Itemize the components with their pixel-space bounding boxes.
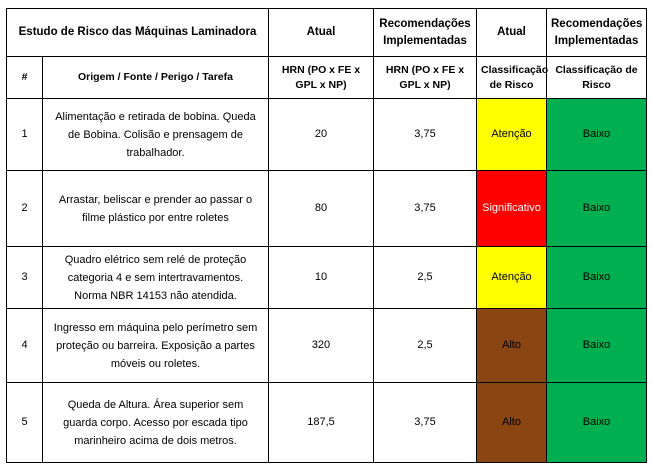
row-hrn-atual: 320 xyxy=(269,309,374,383)
risk-badge-atual: Alto xyxy=(477,383,547,463)
row-number: 1 xyxy=(7,99,43,171)
risk-table xyxy=(6,8,647,463)
row-description: Ingresso em máquina pelo perímetro sem proteção ou barreira. Exposição a partes móveis ou roletes. xyxy=(43,309,269,383)
row-description: Arrastar, beliscar e prender ao passar o filme plástico por entre roletes xyxy=(43,171,269,247)
risk-study-document xyxy=(6,8,646,463)
subheader-row xyxy=(7,57,647,99)
header-recomendacoes-class: Recomendações Implementadas xyxy=(547,9,647,57)
table-row xyxy=(7,383,647,463)
row-number: 4 xyxy=(7,309,43,383)
table-row xyxy=(7,171,647,247)
row-hrn-rec: 2,5 xyxy=(374,247,477,309)
row-hrn-rec: 3,75 xyxy=(374,171,477,247)
table-row xyxy=(7,247,647,309)
row-hrn-rec: 3,75 xyxy=(374,383,477,463)
row-description: Alimentação e retirada de bobina. Queda de Bobina. Colisão e prensagem de trabalhador. xyxy=(43,99,269,171)
risk-badge-rec: Baixo xyxy=(547,309,647,383)
row-hrn-rec: 3,75 xyxy=(374,99,477,171)
row-hrn-atual: 187,5 xyxy=(269,383,374,463)
row-number: 3 xyxy=(7,247,43,309)
risk-badge-atual: Atenção xyxy=(477,247,547,309)
header-atual: Atual xyxy=(269,9,374,57)
subheader-hrn-rec: HRN (PO x FE x GPL x NP) xyxy=(374,57,477,99)
subheader-origem: Origem / Fonte / Perigo / Tarefa xyxy=(43,57,269,99)
row-hrn-atual: 80 xyxy=(269,171,374,247)
risk-badge-atual: Atenção xyxy=(477,99,547,171)
subheader-class-rec: Classificação de Risco xyxy=(547,57,647,99)
table-row xyxy=(7,99,647,171)
subheader-num: # xyxy=(7,57,43,99)
risk-badge-atual: Alto xyxy=(477,309,547,383)
row-number: 2 xyxy=(7,171,43,247)
risk-badge-atual: Significativo xyxy=(477,171,547,247)
header-recomendacoes: Recomendações Implementadas xyxy=(374,9,477,57)
header-row xyxy=(7,9,647,57)
subheader-hrn-atual: HRN (PO x FE x GPL x NP) xyxy=(269,57,374,99)
row-hrn-atual: 20 xyxy=(269,99,374,171)
risk-badge-rec: Baixo xyxy=(547,247,647,309)
table-title: Estudo de Risco das Máquinas Laminadora xyxy=(7,9,269,57)
row-hrn-atual: 10 xyxy=(269,247,374,309)
header-atual-class: Atual xyxy=(477,9,547,57)
row-description: Quadro elétrico sem relé de proteção categoria 4 e sem intertravamentos. Norma NBR 14153 não atendida. xyxy=(43,247,269,309)
risk-badge-rec: Baixo xyxy=(547,99,647,171)
row-description: Queda de Altura. Área superior sem guarda corpo. Acesso por escada tipo marinheiro acima de dois metros. xyxy=(43,383,269,463)
risk-badge-rec: Baixo xyxy=(547,171,647,247)
table-row xyxy=(7,309,647,383)
row-hrn-rec: 2,5 xyxy=(374,309,477,383)
risk-badge-rec: Baixo xyxy=(547,383,647,463)
subheader-class-atual: Classificação de Risco xyxy=(477,57,547,99)
row-number: 5 xyxy=(7,383,43,463)
